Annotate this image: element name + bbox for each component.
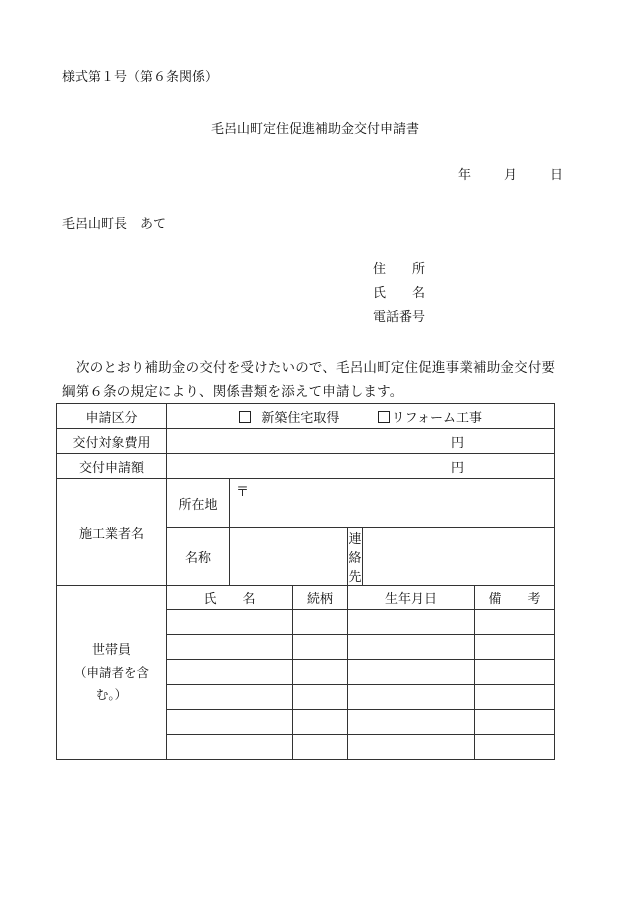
option-reform-label: リフォーム工事	[391, 410, 482, 426]
household-remarks-cell[interactable]	[475, 685, 555, 710]
application-table	[56, 403, 555, 760]
amount-label: 交付申請額	[57, 454, 167, 479]
applicant-phone-label: 電話番号	[373, 310, 426, 325]
household-relation-cell[interactable]	[293, 635, 348, 660]
household-header-remarks: 備 考	[475, 586, 555, 610]
household-remarks-cell[interactable]	[475, 735, 555, 760]
applicant-address-label: 住 所	[373, 262, 426, 277]
household-note: （申請者を含む。）	[73, 665, 149, 702]
household-relation-cell[interactable]	[293, 710, 348, 735]
yen-unit: 円	[451, 460, 465, 476]
category-options	[167, 404, 555, 429]
household-label: 世帯員	[91, 643, 131, 658]
category-label: 申請区分	[57, 404, 167, 429]
household-relation-cell[interactable]	[293, 660, 348, 685]
household-birthdate-cell[interactable]	[348, 735, 475, 760]
date-day-label: 日	[550, 168, 564, 183]
cost-label: 交付対象費用	[57, 429, 167, 454]
contractor-label: 施工業者名	[57, 479, 167, 586]
date-year-label: 年	[458, 168, 472, 183]
amount-field[interactable]	[167, 454, 555, 479]
checkbox-new-house[interactable]	[239, 411, 251, 423]
yen-unit: 円	[451, 435, 465, 451]
household-remarks-cell[interactable]	[475, 660, 555, 685]
postal-mark: 〒	[236, 485, 250, 500]
household-relation-cell[interactable]	[293, 735, 348, 760]
household-name-cell[interactable]	[167, 735, 293, 760]
household-birthdate-cell[interactable]	[348, 710, 475, 735]
intro-text: 次のとおり補助金の交付を受けたいので、毛呂山町定住促進事業補助金交付要綱第６条の規定により、関係書類を添えて申請します。	[62, 360, 556, 400]
contact-field[interactable]	[363, 528, 555, 586]
household-name-cell[interactable]	[167, 685, 293, 710]
document-title: 毛呂山町定住促進補助金交付申請書	[210, 122, 419, 137]
household-name-cell[interactable]	[167, 710, 293, 735]
household-header-name: 氏 名	[167, 586, 293, 610]
location-field[interactable]	[230, 479, 555, 528]
location-label: 所在地	[167, 479, 230, 528]
household-label-cell	[57, 586, 167, 760]
household-remarks-cell[interactable]	[475, 710, 555, 735]
option-new-house-label: 新築住宅取得	[261, 410, 340, 426]
company-name-label: 名称	[167, 528, 230, 586]
household-relation-cell[interactable]	[293, 685, 348, 710]
household-header-relation: 続柄	[293, 586, 348, 610]
contact-label: 連絡先	[348, 528, 363, 586]
company-name-field[interactable]	[230, 528, 348, 586]
household-birthdate-cell[interactable]	[348, 635, 475, 660]
household-relation-cell[interactable]	[293, 610, 348, 635]
form-number: 様式第１号（第６条関係）	[62, 70, 219, 85]
household-birthdate-cell[interactable]	[348, 610, 475, 635]
applicant-name-label: 氏 名	[373, 286, 426, 301]
household-name-cell[interactable]	[167, 660, 293, 685]
checkbox-reform[interactable]	[378, 411, 390, 423]
household-birthdate-cell[interactable]	[348, 660, 475, 685]
date-month-label: 月	[504, 168, 518, 183]
household-remarks-cell[interactable]	[475, 610, 555, 635]
household-name-cell[interactable]	[167, 610, 293, 635]
cost-field[interactable]	[167, 429, 555, 454]
household-birthdate-cell[interactable]	[348, 685, 475, 710]
household-name-cell[interactable]	[167, 635, 293, 660]
recipient: 毛呂山町長 あて	[62, 217, 167, 232]
date-line	[458, 164, 563, 183]
household-header-birthdate: 生年月日	[348, 586, 475, 610]
household-remarks-cell[interactable]	[475, 635, 555, 660]
applicant-block	[373, 262, 425, 334]
